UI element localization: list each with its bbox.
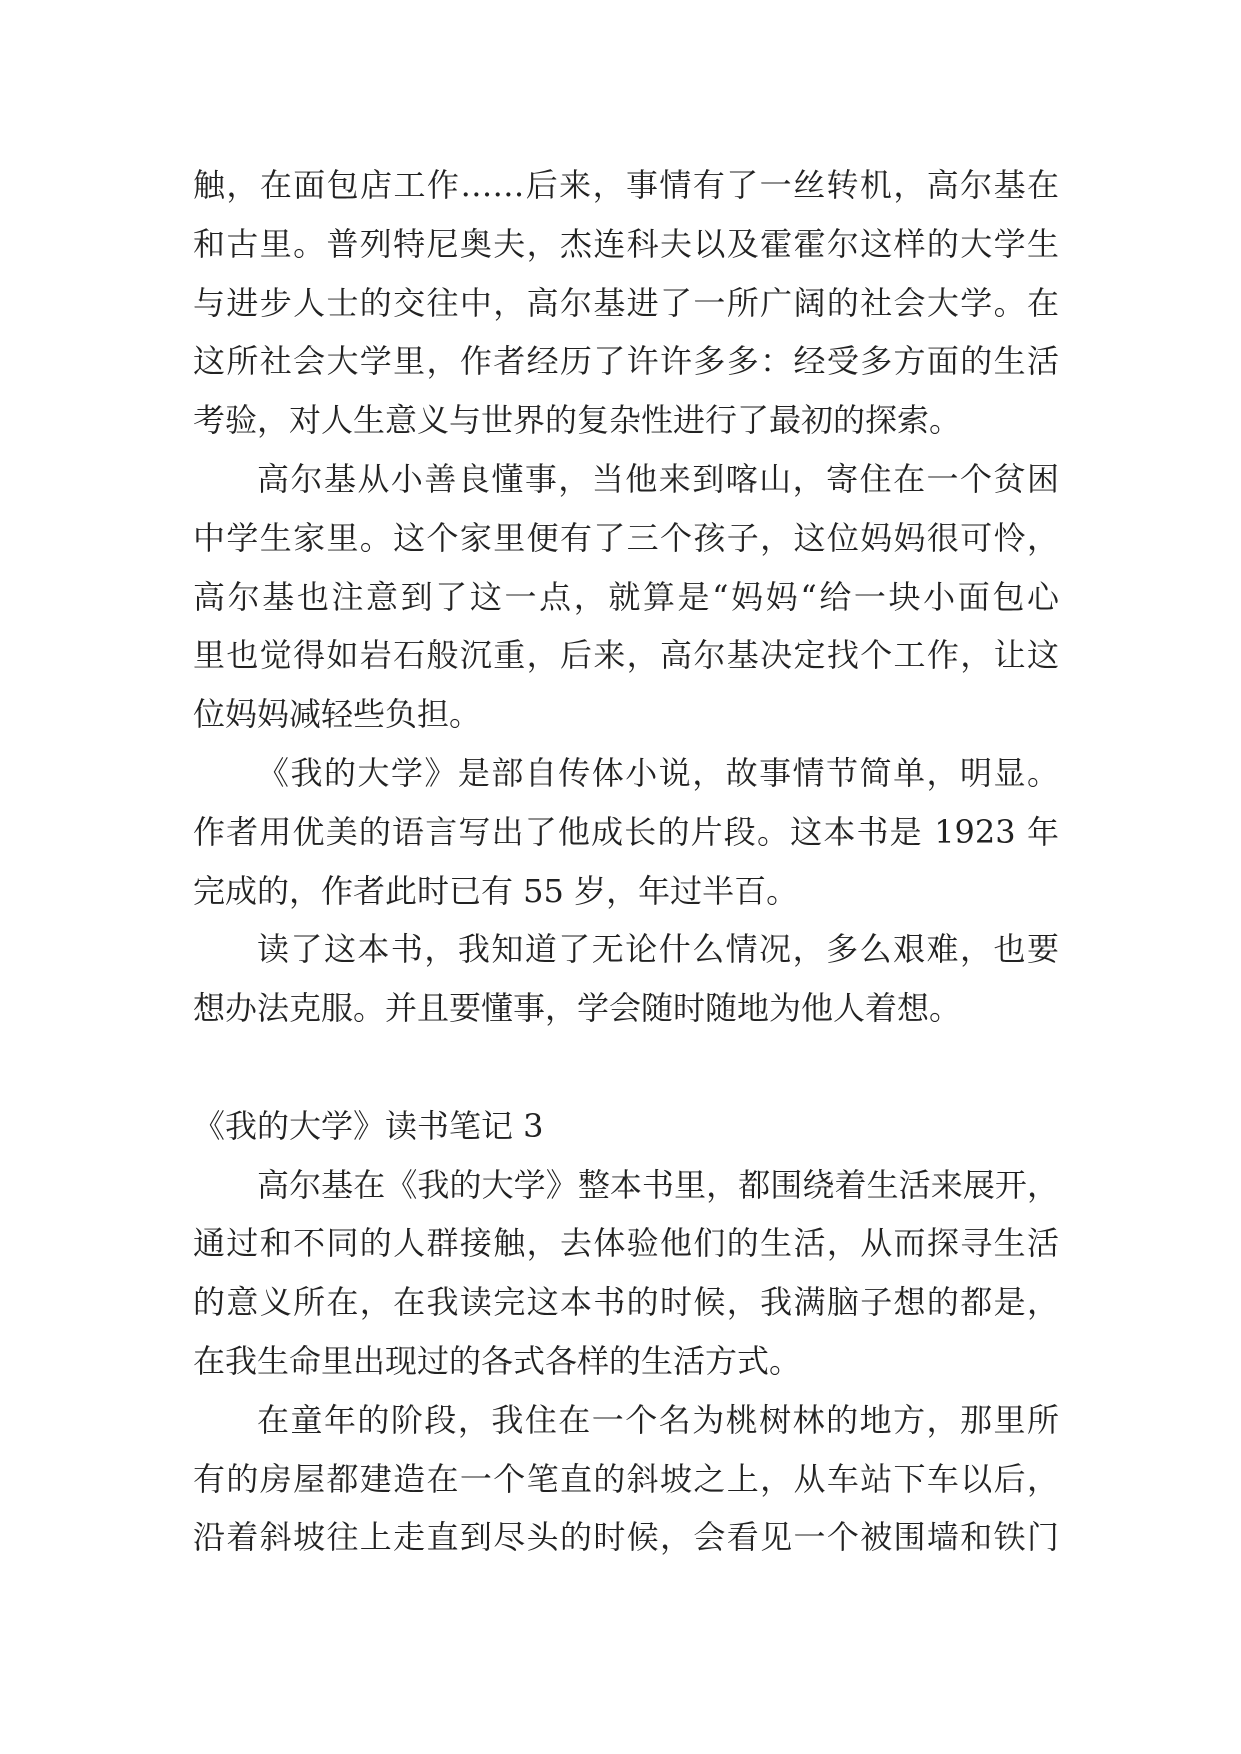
section-heading: 《我的大学》读书笔记 3 [193,1106,544,1145]
text-line: 想办法克服。并且要懂事，学会随时随地为他人着想。 [193,989,962,1028]
text-line: 里也觉得如岩石般沉重，后来，高尔基决定找个工作，让这 [193,636,1059,675]
text-line: 高尔基在《我的大学》整本书里，都围绕着生活来展开， [257,1165,1059,1204]
text-line: 沿着斜坡往上走直到尽头的时候，会看见一个被围墙和铁门 [193,1518,1059,1557]
document-body [193,156,1059,1567]
text-line: 触，在面包店工作……后来，事情有了一丝转机，高尔基在 [193,166,1059,204]
text-line: 考验，对人生意义与世界的复杂性进行了最初的探索。 [193,401,962,440]
text-line: 和古里。普列特尼奥夫，杰连科夫以及霍霍尔这样的大学生 [193,224,1059,263]
text-line: 在我生命里出现过的各式各样的生活方式。 [193,1341,802,1380]
paragraph [193,1156,1059,1391]
text-line: 通过和不同的人群接触，去体验他们的生活，从而探寻生活 [193,1224,1059,1263]
paragraph [193,744,1059,920]
blank-line [193,1038,1059,1097]
text-line: 与进步人士的交往中，高尔基进了一所广阔的社会大学。在 [193,283,1059,322]
text-line: 中学生家里。这个家里便有了三个孩子，这位妈妈很可怜， [193,518,1059,557]
text-line: 《我的大学》是部自传体小说，故事情节简单，明显。 [257,753,1059,792]
text-line: 作者用优美的语言写出了他成长的片段。这本书是 1923 年 [193,812,1059,851]
text-line: 位妈妈减轻些负担。 [193,695,482,734]
paragraph [193,1391,1059,1567]
paragraph [193,450,1059,744]
text-line: 的意义所在，在我读完这本书的时候，我满脑子想的都是， [193,1283,1059,1322]
text-line: 这所社会大学里，作者经历了许许多多：经受多方面的生活 [193,342,1059,381]
text-line: 高尔基从小善良懂事，当他来到喀山，寄住在一个贫困 [257,459,1059,498]
text-line: 读了这本书，我知道了无论什么情况，多么艰难，也要 [257,930,1059,969]
text-line: 高尔基也注意到了这一点，就算是“妈妈“给一块小面包心 [193,577,1059,616]
paragraph [193,156,1059,450]
text-line: 在童年的阶段，我住在一个名为桃树林的地方，那里所 [257,1400,1059,1439]
text-line: 完成的，作者此时已有 55 岁，年过半百。 [193,871,799,910]
paragraph [193,920,1059,1038]
text-line: 有的房屋都建造在一个笔直的斜坡之上，从车站下车以后， [193,1459,1059,1498]
